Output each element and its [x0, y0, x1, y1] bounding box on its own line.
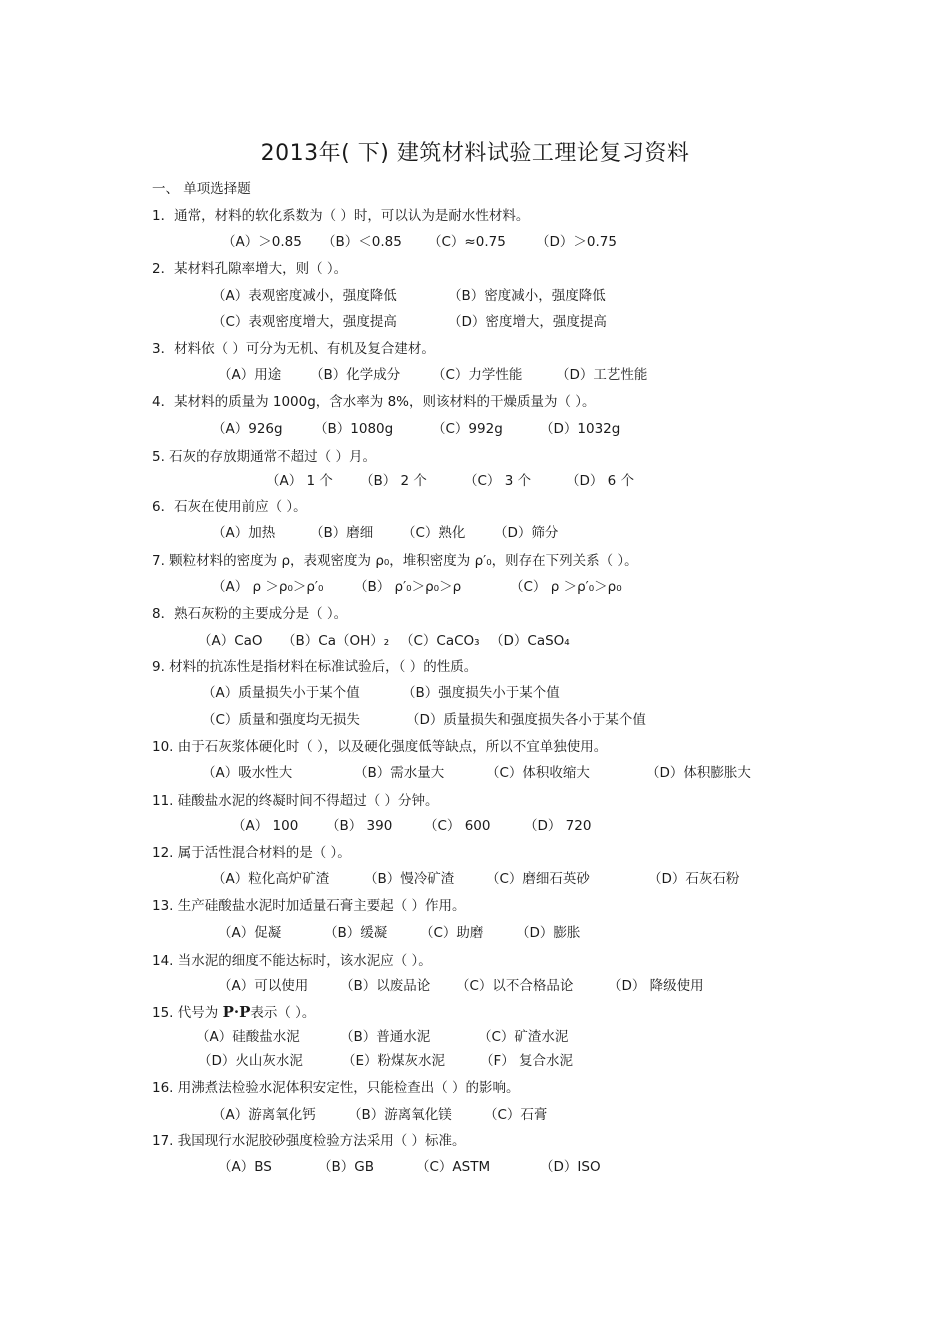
- question-5: 5. 石灰的存放期通常不超过（ ）月。: [152, 449, 376, 465]
- option-3c: （C）力学性能: [432, 367, 523, 383]
- option-14c: （C）以不合格品论: [456, 978, 574, 994]
- option-7c: （C） ρ ＞ρ′₀＞ρ₀: [510, 579, 622, 595]
- question-12: 12. 属于活性混合材料的是（ ）。: [152, 845, 351, 861]
- option-10b: （B）需水量大: [354, 765, 445, 781]
- option-8d: （D）CaSO₄: [490, 633, 570, 649]
- option-4d: （D）1032g: [540, 421, 621, 437]
- option-1a: （A）＞0.85: [222, 234, 302, 250]
- option-12b: （B）慢冷矿渣: [364, 871, 455, 887]
- option-13c: （C）助磨: [420, 925, 484, 941]
- section-heading: 一、 单项选择题: [152, 181, 251, 197]
- option-5d: （D） 6 个: [566, 473, 635, 489]
- option-9c: （C）质量和强度均无损失: [202, 712, 360, 728]
- question-14: 14. 当水泥的细度不能达标时，该水泥应（ ）。: [152, 953, 432, 969]
- option-14b: （B）以废品论: [340, 978, 431, 994]
- option-9a: （A）质量损失小于某个值: [202, 685, 360, 701]
- option-2d: （D）密度增大，强度提高: [448, 314, 607, 330]
- option-6d: （D）筛分: [494, 525, 559, 541]
- option-13a: （A）促凝: [218, 925, 282, 941]
- option-11c: （C） 600: [424, 818, 491, 834]
- option-2b: （B）密度减小，强度降低: [448, 288, 606, 304]
- option-12a: （A）粒化高炉矿渣: [212, 871, 330, 887]
- page-title: 2013年( 下) 建筑材料试验工理论复习资料: [260, 141, 690, 166]
- option-17b: （B）GB: [318, 1159, 374, 1175]
- option-1b: （B）＜0.85: [322, 234, 402, 250]
- option-13b: （B）缓凝: [324, 925, 388, 941]
- option-5c: （C） 3 个: [464, 473, 532, 489]
- option-13d: （D）膨胀: [516, 925, 581, 941]
- question-4: 4．某材料的质量为 1000g，含水率为 8%，则该材料的干燥质量为（ ）。: [152, 394, 596, 410]
- question-15: [152, 1004, 315, 1021]
- question-15-suffix: 表示（ ）。: [250, 1005, 316, 1021]
- option-8c: （C）CaCO₃: [400, 633, 480, 649]
- option-4a: （A）926g: [212, 421, 283, 437]
- option-11d: （D） 720: [524, 818, 592, 834]
- option-3a: （A）用途: [218, 367, 282, 383]
- option-10a: （A）吸水性大: [202, 765, 293, 781]
- option-9d: （D）质量损失和强度损失各小于某个值: [406, 712, 646, 728]
- option-2c: （C）表观密度增大，强度提高: [212, 314, 397, 330]
- option-9b: （B）强度损失小于某个值: [402, 685, 560, 701]
- option-4b: （B）1080g: [314, 421, 394, 437]
- option-15c: （C）矿渣水泥: [478, 1029, 569, 1045]
- question-1: 1．通常，材料的软化系数为（ ）时，可以认为是耐水性材料。: [152, 208, 530, 224]
- option-6a: （A）加热: [212, 525, 276, 541]
- question-13: 13. 生产硅酸盐水泥时加适量石膏主要起（ ）作用。: [152, 898, 466, 914]
- option-17a: （A）BS: [218, 1159, 272, 1175]
- option-15f: （F） 复合水泥: [480, 1053, 574, 1069]
- question-8: 8．熟石灰粉的主要成分是（ ）。: [152, 606, 348, 622]
- option-7b: （B） ρ′₀＞ρ₀＞ρ: [354, 579, 462, 595]
- option-12c: （C）磨细石英砂: [486, 871, 590, 887]
- question-3: 3．材料依（ ）可分为无机、有机及复合建材。: [152, 341, 435, 357]
- option-8a: （A）CaO: [198, 633, 263, 649]
- option-11b: （B） 390: [326, 818, 393, 834]
- option-3b: （B）化学成分: [310, 367, 401, 383]
- option-6c: （C）熟化: [402, 525, 466, 541]
- option-14d: （D） 降级使用: [608, 978, 704, 994]
- option-10c: （C）体积收缩大: [486, 765, 590, 781]
- option-2a: （A）表观密度减小，强度降低: [212, 288, 397, 304]
- option-17c: （C）ASTM: [416, 1159, 491, 1175]
- option-3d: （D）工艺性能: [556, 367, 648, 383]
- option-15a: （A）硅酸盐水泥: [196, 1029, 300, 1045]
- option-4c: （C）992g: [432, 421, 503, 437]
- option-7a: （A） ρ ＞ρ₀＞ρ′₀: [212, 579, 324, 595]
- question-7: 7. 颗粒材料的密度为 ρ，表观密度为 ρ₀，堆积密度为 ρ′₀，则存在下列关系（ ）。: [152, 553, 638, 569]
- option-16b: （B）游离氧化镁: [348, 1107, 452, 1123]
- option-1c: （C）≈0.75: [428, 234, 506, 250]
- option-16a: （A）游离氧化钙: [212, 1107, 316, 1123]
- question-11: 11. 硅酸盐水泥的终凝时间不得超过（ ）分钟。: [152, 793, 439, 809]
- option-16c: （C）石膏: [484, 1107, 548, 1123]
- question-10: 10. 由于石灰浆体硬化时（ ），以及硬化强度低等缺点，所以不宜单独使用。: [152, 739, 608, 755]
- option-10d: （D）体积膨胀大: [646, 765, 751, 781]
- question-9: 9. 材料的抗冻性是指材料在标准试验后，（ ）的性质。: [152, 659, 478, 675]
- option-15b: （B）普通水泥: [340, 1029, 431, 1045]
- question-2: 2．某材料孔隙率增大，则（ ）。: [152, 261, 348, 277]
- cement-code: P·P: [222, 1003, 251, 1021]
- option-15d: （D）火山灰水泥: [198, 1053, 303, 1069]
- option-6b: （B）磨细: [310, 525, 374, 541]
- option-14a: （A）可以使用: [218, 978, 309, 994]
- option-5a: （A） 1 个: [266, 473, 333, 489]
- option-15e: （E）粉煤灰水泥: [342, 1053, 446, 1069]
- option-11a: （A） 100: [232, 818, 299, 834]
- option-17d: （D）ISO: [540, 1159, 601, 1175]
- option-1d: （D）＞0.75: [536, 234, 617, 250]
- question-15-prefix: 15. 代号为: [152, 1005, 223, 1021]
- question-6: 6．石灰在使用前应（ ）。: [152, 499, 307, 515]
- option-5b: （B） 2 个: [360, 473, 427, 489]
- question-17: 17. 我国现行水泥胶砂强度检验方法采用（ ）标准。: [152, 1133, 466, 1149]
- option-8b: （B）Ca（OH）₂: [282, 633, 390, 649]
- question-16: 16. 用沸煮法检验水泥体积安定性，只能检查出（ ）的影响。: [152, 1080, 520, 1096]
- option-12d: （D）石灰石粉: [648, 871, 740, 887]
